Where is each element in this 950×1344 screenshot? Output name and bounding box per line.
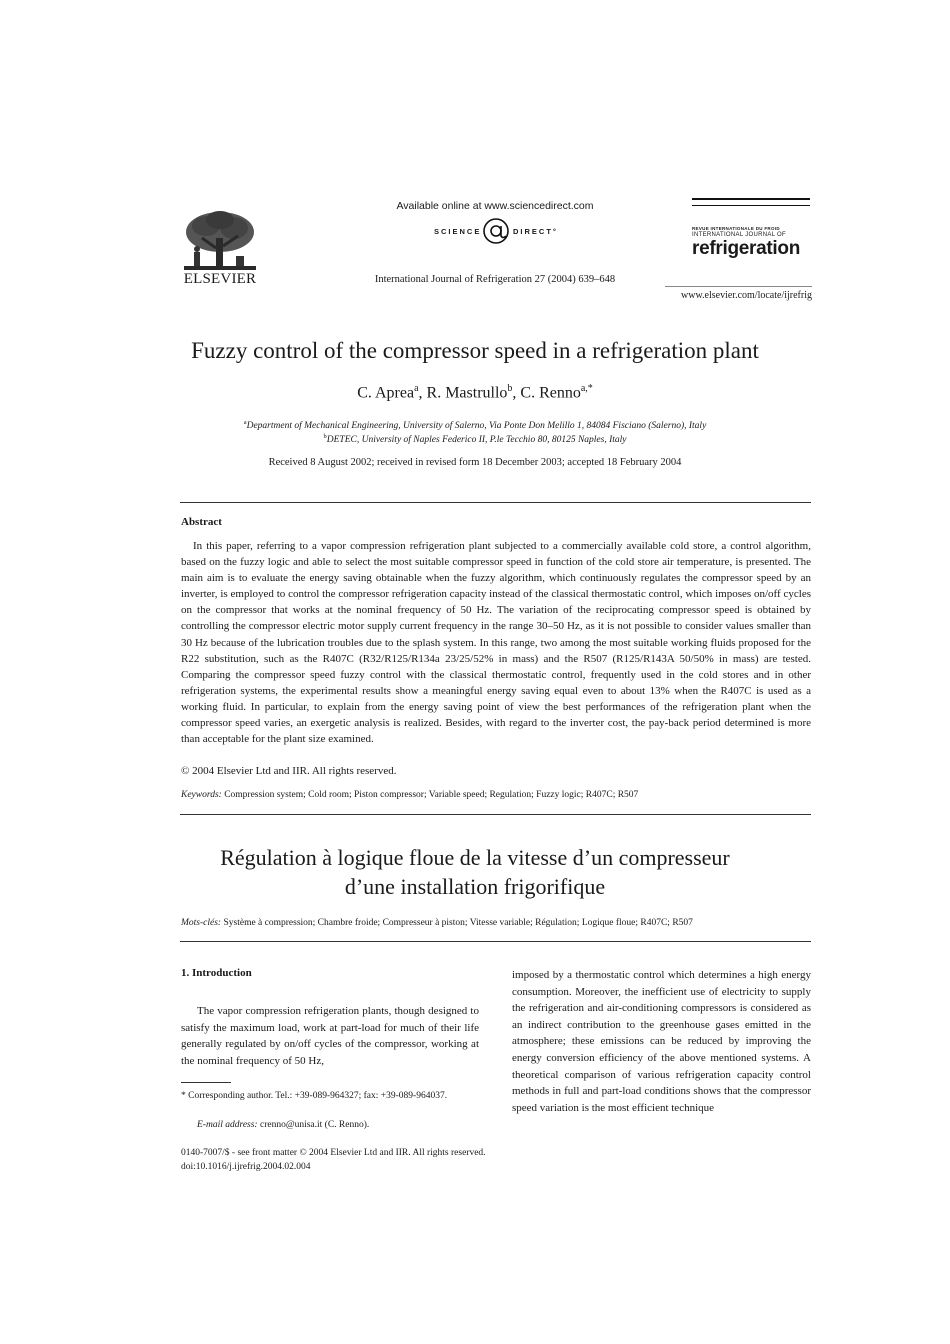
publisher-name: ELSEVIER [183, 271, 257, 287]
author-sup: a [414, 383, 419, 394]
author-sup: a,* [580, 383, 593, 394]
url-rule [665, 286, 812, 287]
footnote-marker: * [181, 1091, 186, 1101]
revue-label: REVUE INTERNATIONALE DU FROID [692, 226, 780, 231]
divider [180, 941, 811, 942]
journal-rule-top [692, 198, 810, 200]
footnote-email [181, 1118, 479, 1132]
keywords-text: Compression system; Cold room; Piston compressor; Variable speed; Regulation; Fuzzy logic; R407C; R507 [224, 790, 639, 800]
affiliation-text: Department of Mechanical Engineering, University of Salerno, Via Ponte Don Melillo 1, 84084 Fisciano (Salerno), Italy [246, 421, 707, 432]
keywords [181, 790, 811, 800]
front-matter [181, 1146, 486, 1174]
received-dates: Received 8 August 2002; received in revised form 18 December 2003; accepted 18 February 2004 [268, 457, 682, 468]
french-title [150, 843, 800, 901]
abstract-copyright: © 2004 Elsevier Ltd and IIR. All rights reserved. [181, 765, 397, 777]
sciencedirect-logo [370, 216, 620, 246]
keywords-label: Keywords: [181, 790, 222, 800]
author-list: C. Aprea$^a$, R. Mastrullo$^b$, C. Renno$^{a,*}$ [357, 383, 593, 402]
mots-cles-label: Mots-clés: [181, 918, 222, 928]
issn-line: 0140-7007/$ - see front matter © 2004 Elsevier Ltd and IIR. All rights reserved. [181, 1148, 486, 1158]
email-link[interactable]: crenno@unisa.it (C. Renno). [259, 1120, 370, 1130]
sciencedirect-right: DIRECT° [513, 227, 558, 236]
author-sup: b [507, 383, 513, 394]
email-label: E-mail address: [197, 1120, 258, 1130]
sciencedirect-left: SCIENCE [434, 227, 482, 236]
body-column-left: The vapor compression refrigeration plants, though designed to satisfy the maximum load, work at part-load for much of their life generally regulated by on/off cycles of the compressor, working at the nominal frequency of 50 Hz, [181, 1005, 479, 1067]
divider [180, 814, 811, 815]
available-online: Available online at www.sciencedirect.com [396, 200, 594, 212]
french-title-line: Régulation à logique floue de la vitesse d’un compresseur [220, 845, 730, 870]
article-title: Fuzzy control of the compressor speed in a refrigeration plant [191, 338, 759, 363]
affiliation-sup: b [323, 433, 327, 440]
french-title-line: d’une installation frigorifique [344, 874, 606, 899]
affiliation [150, 433, 800, 445]
author-name: C. Aprea [357, 384, 415, 402]
journal-brand: refrigeration [692, 238, 801, 259]
divider [180, 502, 811, 503]
footnote-rule [181, 1082, 231, 1083]
section-heading: 1. Introduction [181, 967, 252, 979]
abstract-text: In this paper, referring to a vapor compression refrigeration plant subjected to a commercially available cold store, a control algorithm, based on the fuzzy logic and able to select the most suitable compressor speed in function of the cold store air temperature, is presented. The main aim is to evaluate the energy saving obtainable when the fuzzy algorithm, which continuously regulates the compressor speed by an inverter, is employed to control the compressor refrigeration capacity instead of the classical thermostatic control, which imposes on/off cycles on the compressor that works at the nominal frequency of 50 Hz. The variation of the reciprocating compressor speed is obtained by controlling the compressor electric motor supply current frequency in the range 30–50 Hz, as it is not possible to consider values smaller than 30 Hz because of the lubrication troubles due to the splash system. In this range, two among the most suitable working fluids proposed for the R22 substitution, such as the R407C (R32/R125/R134a 23/25/52% in mass) and the R507 (R125/R143A 50/50% in mass) are tested. Comparing the compressor speed fuzzy control with the classical thermostatic control, frequently used in the cold stores and in other refrigeration systems, the experimental results show a meaningful energy saving equal even to about 13% when the R407C is used as a working fluid. In particular, to explain from the energy saving point of view the best performances of the refrigeration plant when the compressor speed varies, an exergetic analysis is realized. Besides, with regard to the inverter cost, the pay-back period determined is more than acceptable for the plant size examined. [181, 540, 811, 746]
footnote-corresponding [181, 1089, 479, 1103]
affiliation [150, 419, 800, 431]
affiliation-text: DETEC, University of Naples Federico II, P.le Tecchio 80, 80125 Naples, Italy [326, 435, 627, 446]
journal-url-link[interactable]: www.elsevier.com/locate/ijrefrig [681, 290, 812, 301]
at-sign-icon [482, 216, 510, 246]
author-name: C. Renno [520, 384, 581, 402]
body-column-right: imposed by a thermostatic control which determines a high energy consumption. Moreover, the inefficient use of electricity to supply the refrigeration and air-conditioning compressors is considered as an indirect contribution to the greenhouse gases emitted in the atmosphere; these emissions can be reduced by improving the energy conversion efficiency of the above mentioned systems. A theoretical comparison of various refrigeration capacity control methods in full and part-load conditions shows that the compressor speed variation is the most efficient technique [512, 969, 811, 1114]
mots-cles-text: Système à compression; Chambre froide; Compresseur à piston; Vitesse variable; Régulation; Logique floue; R407C; R507 [223, 918, 693, 928]
affiliation-sup: a [243, 419, 247, 426]
journal-rule-bottom [692, 205, 810, 206]
ijof-label: INTERNATIONAL JOURNAL OF [692, 232, 786, 238]
doi-link[interactable]: doi:10.1016/j.ijrefrig.2004.02.004 [181, 1162, 311, 1172]
footnote-corresponding-text: Corresponding author. Tel.: +39-089-964327; fax: +39-089-964037. [188, 1091, 448, 1101]
french-keywords [181, 918, 811, 928]
journal-citation: International Journal of Refrigeration 27 (2004) 639–648 [374, 274, 616, 285]
author-name: R. Mastrullo [426, 384, 508, 402]
abstract-heading: Abstract [181, 516, 222, 528]
